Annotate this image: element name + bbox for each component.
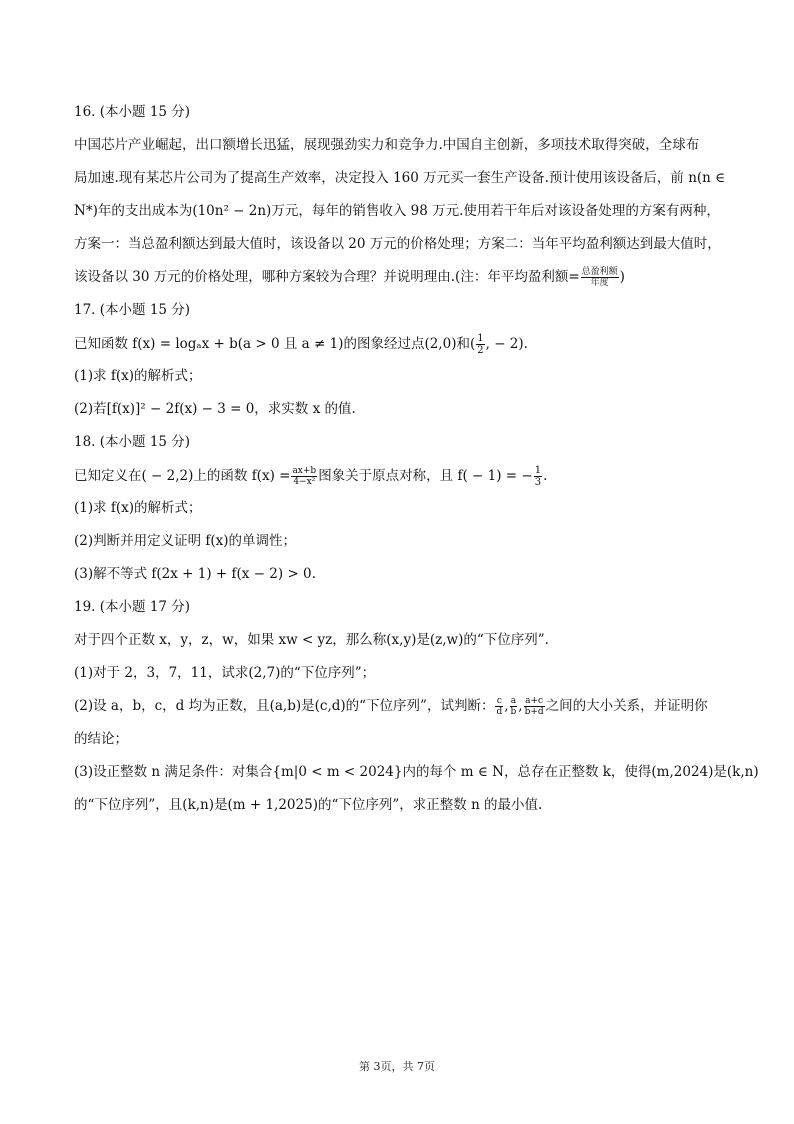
q18-line-1-text: 已知定义在( − 2,2)上的函数 f(x) = — [74, 468, 291, 484]
q18-part-2: (2)判断并用定义证明 f(x)的单调性； — [74, 533, 297, 549]
q19-part-2 — [74, 696, 724, 716]
q19-f2-num: a — [510, 696, 517, 706]
q17-point-fraction — [476, 333, 484, 356]
q17-part-1: (1)求 f(x)的解析式； — [74, 368, 202, 384]
q16-line-3: N*)年的支出成本为(10n² − 2n)万元，每年的销售收入 98 万元.使用若干年后对该设备处理的方案有两种， — [74, 203, 720, 219]
q16-line-5 — [74, 267, 724, 287]
q19-part-2-tail: 之间的大小关系，并证明你 — [545, 698, 708, 714]
q19-fraction-c-d — [495, 696, 503, 717]
q17-line-1-text: 已知函数 f(x) = logₐx + b(a > 0 且 a ≠ 1)的图象经过点(2,0)和( — [74, 336, 476, 352]
q19-line-1: 对于四个正数 x，y，z，w，如果 xw < yz，那么称(x,y)是(z,w)的“下位序列”. — [74, 632, 549, 648]
q16-note-fraction — [581, 267, 619, 288]
q18-frac2-den: 3 — [534, 477, 542, 488]
q19-f3-num: a+c — [525, 696, 544, 706]
q19-part-1: (1)对于 2，3，7，11，试求(2,7)的“下位序列”； — [74, 665, 376, 681]
q19-part-3-cont: 的“下位序列”，且(k,n)是(m + 1,2025)的“下位序列”，求正整数 n 的最小值. — [74, 797, 543, 813]
q19-f2-den: b — [510, 707, 517, 717]
q17-line-1-tail: , − 2). — [485, 336, 528, 352]
q19-fraction-a-b — [510, 696, 518, 717]
q16-line-5-close: ) — [619, 269, 625, 285]
q16-header: 16. (本小题 15 分) — [74, 104, 191, 120]
q19-sep-1: , — [504, 698, 509, 714]
q19-part-2-text: (2)设 a，b，c，d 均为正数，且(a,b)是(c,d)的“下位序列”，试判断： — [74, 698, 495, 714]
q18-frac1-num: ax+b — [292, 466, 317, 476]
q19-part-3: (3)设正整数 n 满足条件：对集合{m|0 < m < 2024}内的每个 m ∈ N，总存在正整数 k，使得(m,2024)是(k,n) — [74, 764, 759, 780]
page-content — [74, 102, 759, 828]
q16-line-1: 中国芯片产业崛起，出口额增长迅猛，展现强劲实力和竞争力.中国自主创新，多项技术取得突破，全球布 — [74, 137, 700, 153]
q19-f3-den: b+d — [524, 707, 544, 717]
page-footer: 第 3页，共 7页 — [359, 1060, 435, 1073]
q18-header: 18. (本小题 15 分) — [74, 434, 191, 450]
q18-frac1-den: 4−x² — [293, 477, 316, 487]
q18-frac2-num: 1 — [534, 465, 542, 476]
q18-part-1: (1)求 f(x)的解析式； — [74, 500, 202, 516]
q17-frac-den: 2 — [477, 345, 484, 356]
q19-f1-num: c — [496, 696, 502, 706]
q18-line-1-mid: 图象关于原点对称，且 f( − 1) = − — [318, 468, 533, 484]
q18-function-fraction — [291, 466, 317, 487]
q19-fraction-sum — [524, 696, 545, 717]
q16-line-4: 方案一：当总盈利额达到最大值时，该设备以 20 万元的价格处理；方案二：当年平均盈利额达到最大值时， — [74, 236, 721, 252]
q17-part-2: (2)若[f(x)]² − 2f(x) − 3 = 0，求实数 x 的值. — [74, 401, 356, 417]
q18-value-fraction — [534, 465, 542, 488]
q18-part-3: (3)解不等式 f(2x + 1) + f(x − 2) > 0. — [74, 566, 316, 582]
q19-f1-den: d — [496, 707, 503, 717]
q16-line-5-text: 该设备以 30 万元的价格处理，哪种方案较为合理？并说明理由.(注：年平均盈利额= — [74, 269, 580, 285]
q17-frac-num: 1 — [477, 333, 484, 344]
q16-line-2: 局加速.现有某芯片公司为了提高生产效率，决定投入 160 万元买一套生产设备.预计使用该设备后，前 n(n ∈ — [74, 170, 726, 186]
q18-line-1-end: . — [543, 468, 548, 484]
q19-header: 19. (本小题 17 分) — [74, 599, 191, 615]
q19-sep-2: , — [518, 698, 523, 714]
q17-header: 17. (本小题 15 分) — [74, 302, 191, 318]
q16-frac-den: 年度 — [590, 278, 609, 288]
q17-line-1 — [74, 333, 724, 356]
q19-part-2-cont: 的结论； — [74, 731, 128, 747]
q16-frac-num: 总盈利额 — [581, 267, 618, 277]
q18-line-1 — [74, 465, 724, 488]
